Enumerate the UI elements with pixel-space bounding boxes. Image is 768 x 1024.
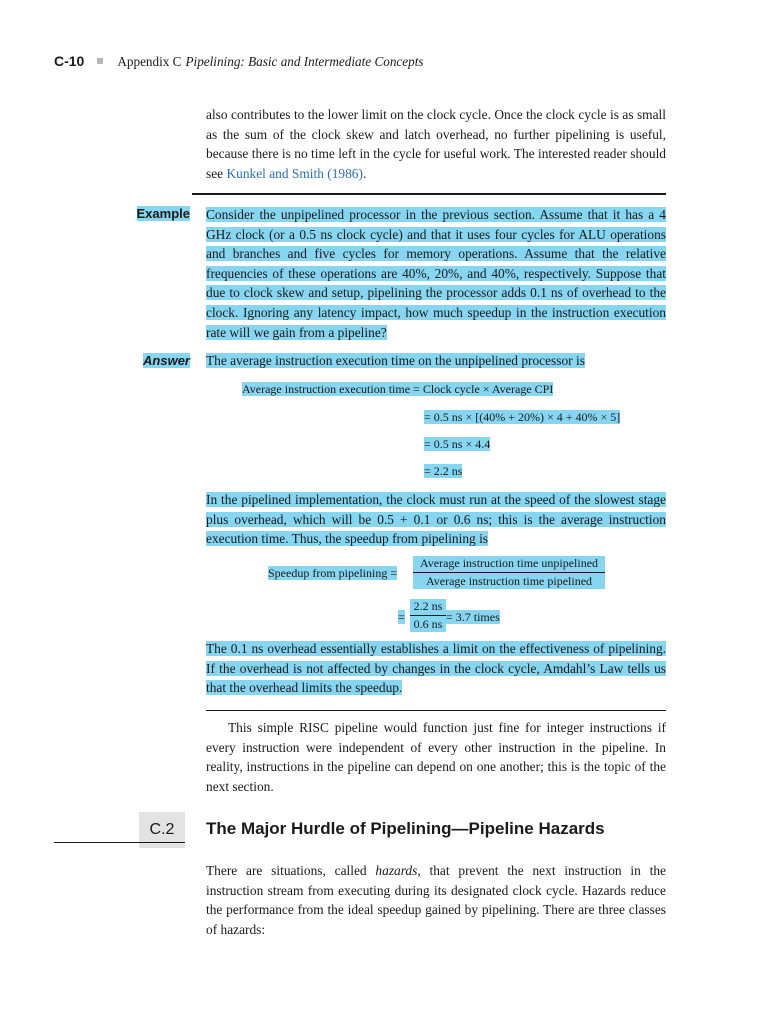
- fraction-numerator: Average instruction time unpipelined: [419, 556, 599, 570]
- example-top-rule: [192, 193, 666, 195]
- intro-end: .: [362, 165, 367, 181]
- section-rule: [54, 842, 185, 843]
- running-header: [54, 53, 424, 71]
- fraction-bar: [413, 572, 605, 573]
- appendix-title: Pipelining: Basic and Intermediate Concepts: [185, 54, 424, 69]
- example-bottom-rule: [206, 710, 666, 711]
- example-text: Consider the unpipelined processor in the previous section. Assume that it has a 4 GHz clock (or a 0.5 ns clock cycle) and that it uses four cycles for ALU operations and branches and five cycles for memory operations. Assume that the relative frequencies of these operations are 40%, 20%, and 40%, respectively. Suppose that due to clock skew and setup, pipelining the processor adds 0.1 ns of overhead to the clock. Ignoring any latency impact, how much speedup in the instruction execution rate will we gain from a pipeline?: [206, 207, 666, 340]
- hazards-term: hazards: [375, 863, 418, 878]
- answer-middle-paragraph: In the pipelined implementation, the clock must run at the speed of the slowest stage plus overhead, which will be 0.5 + 0.1 or 0.6 ns; this is the average instruction execution time. Thus, the speedup from pipelining is: [206, 492, 666, 547]
- equation-line-3: = 0.5 ns × 4.4: [424, 437, 491, 451]
- fraction-denominator: Average instruction time pipelined: [425, 574, 593, 588]
- value-denominator: 0.6 ns: [413, 617, 443, 631]
- speedup-label: Speedup from pipelining =: [268, 566, 398, 580]
- appendix-label: Appendix C: [117, 54, 182, 69]
- value-fraction-bar: [410, 615, 446, 616]
- hazards-text-before: There are situations, called: [206, 863, 376, 878]
- equation-line-4: = 2.2 ns: [424, 464, 463, 478]
- citation-link[interactable]: Kunkel and Smith (1986): [226, 165, 363, 181]
- example-label: Example: [136, 206, 190, 221]
- hazards-paragraph: [206, 861, 666, 939]
- answer-intro: The average instruction execution time on the unpipelined processor is: [206, 353, 585, 368]
- value-fraction: [410, 599, 446, 632]
- answer-closing-paragraph: The 0.1 ns overhead essentially establishes a limit on the effectiveness of pipelining. If the overhead is not affected by changes in the clock cycle, Amdahl’s Law tells us that the overhead limits the speedup.: [206, 641, 666, 696]
- speedup-result: = 3.7 times: [446, 610, 500, 624]
- equation-line-1: Average instruction execution time = Clock cycle × Average CPI: [242, 382, 554, 396]
- value-numerator: 2.2 ns: [413, 599, 443, 613]
- equals-sign: =: [398, 610, 405, 624]
- pipeline-paragraph: This simple RISC pipeline would function just fine for integer instructions if every instruction were independent of every other instruction in the pipeline. In reality, instructions in the pipeline can depend on one another; this is the topic of the next section.: [206, 720, 666, 794]
- section-number-box: C.2: [139, 812, 185, 848]
- answer-label: Answer: [143, 353, 190, 368]
- hazards-text-after: , that prevent the next instruction in the instruction stream from executing during its designated clock cycle. Hazards reduce the performance from the ideal speedup gained by pipelining. There are three classes of hazards:: [206, 863, 666, 937]
- header-bullet-square: [97, 58, 103, 64]
- page-number: C-10: [54, 53, 85, 69]
- intro-paragraph: [206, 105, 666, 183]
- equation-line-2: = 0.5 ns × [(40% + 20%) × 4 + 40% × 5]: [424, 410, 621, 424]
- section-title: The Major Hurdle of Pipelining—Pipeline Hazards: [206, 819, 605, 838]
- intro-text: also contributes to the lower limit on the clock cycle. Once the clock cycle is as small as the sum of the clock skew and latch overhead, no further pipelining is useful, because there is no time left in the cycle for useful work. The interested reader should see: [206, 107, 666, 181]
- speedup-fraction: [413, 556, 605, 589]
